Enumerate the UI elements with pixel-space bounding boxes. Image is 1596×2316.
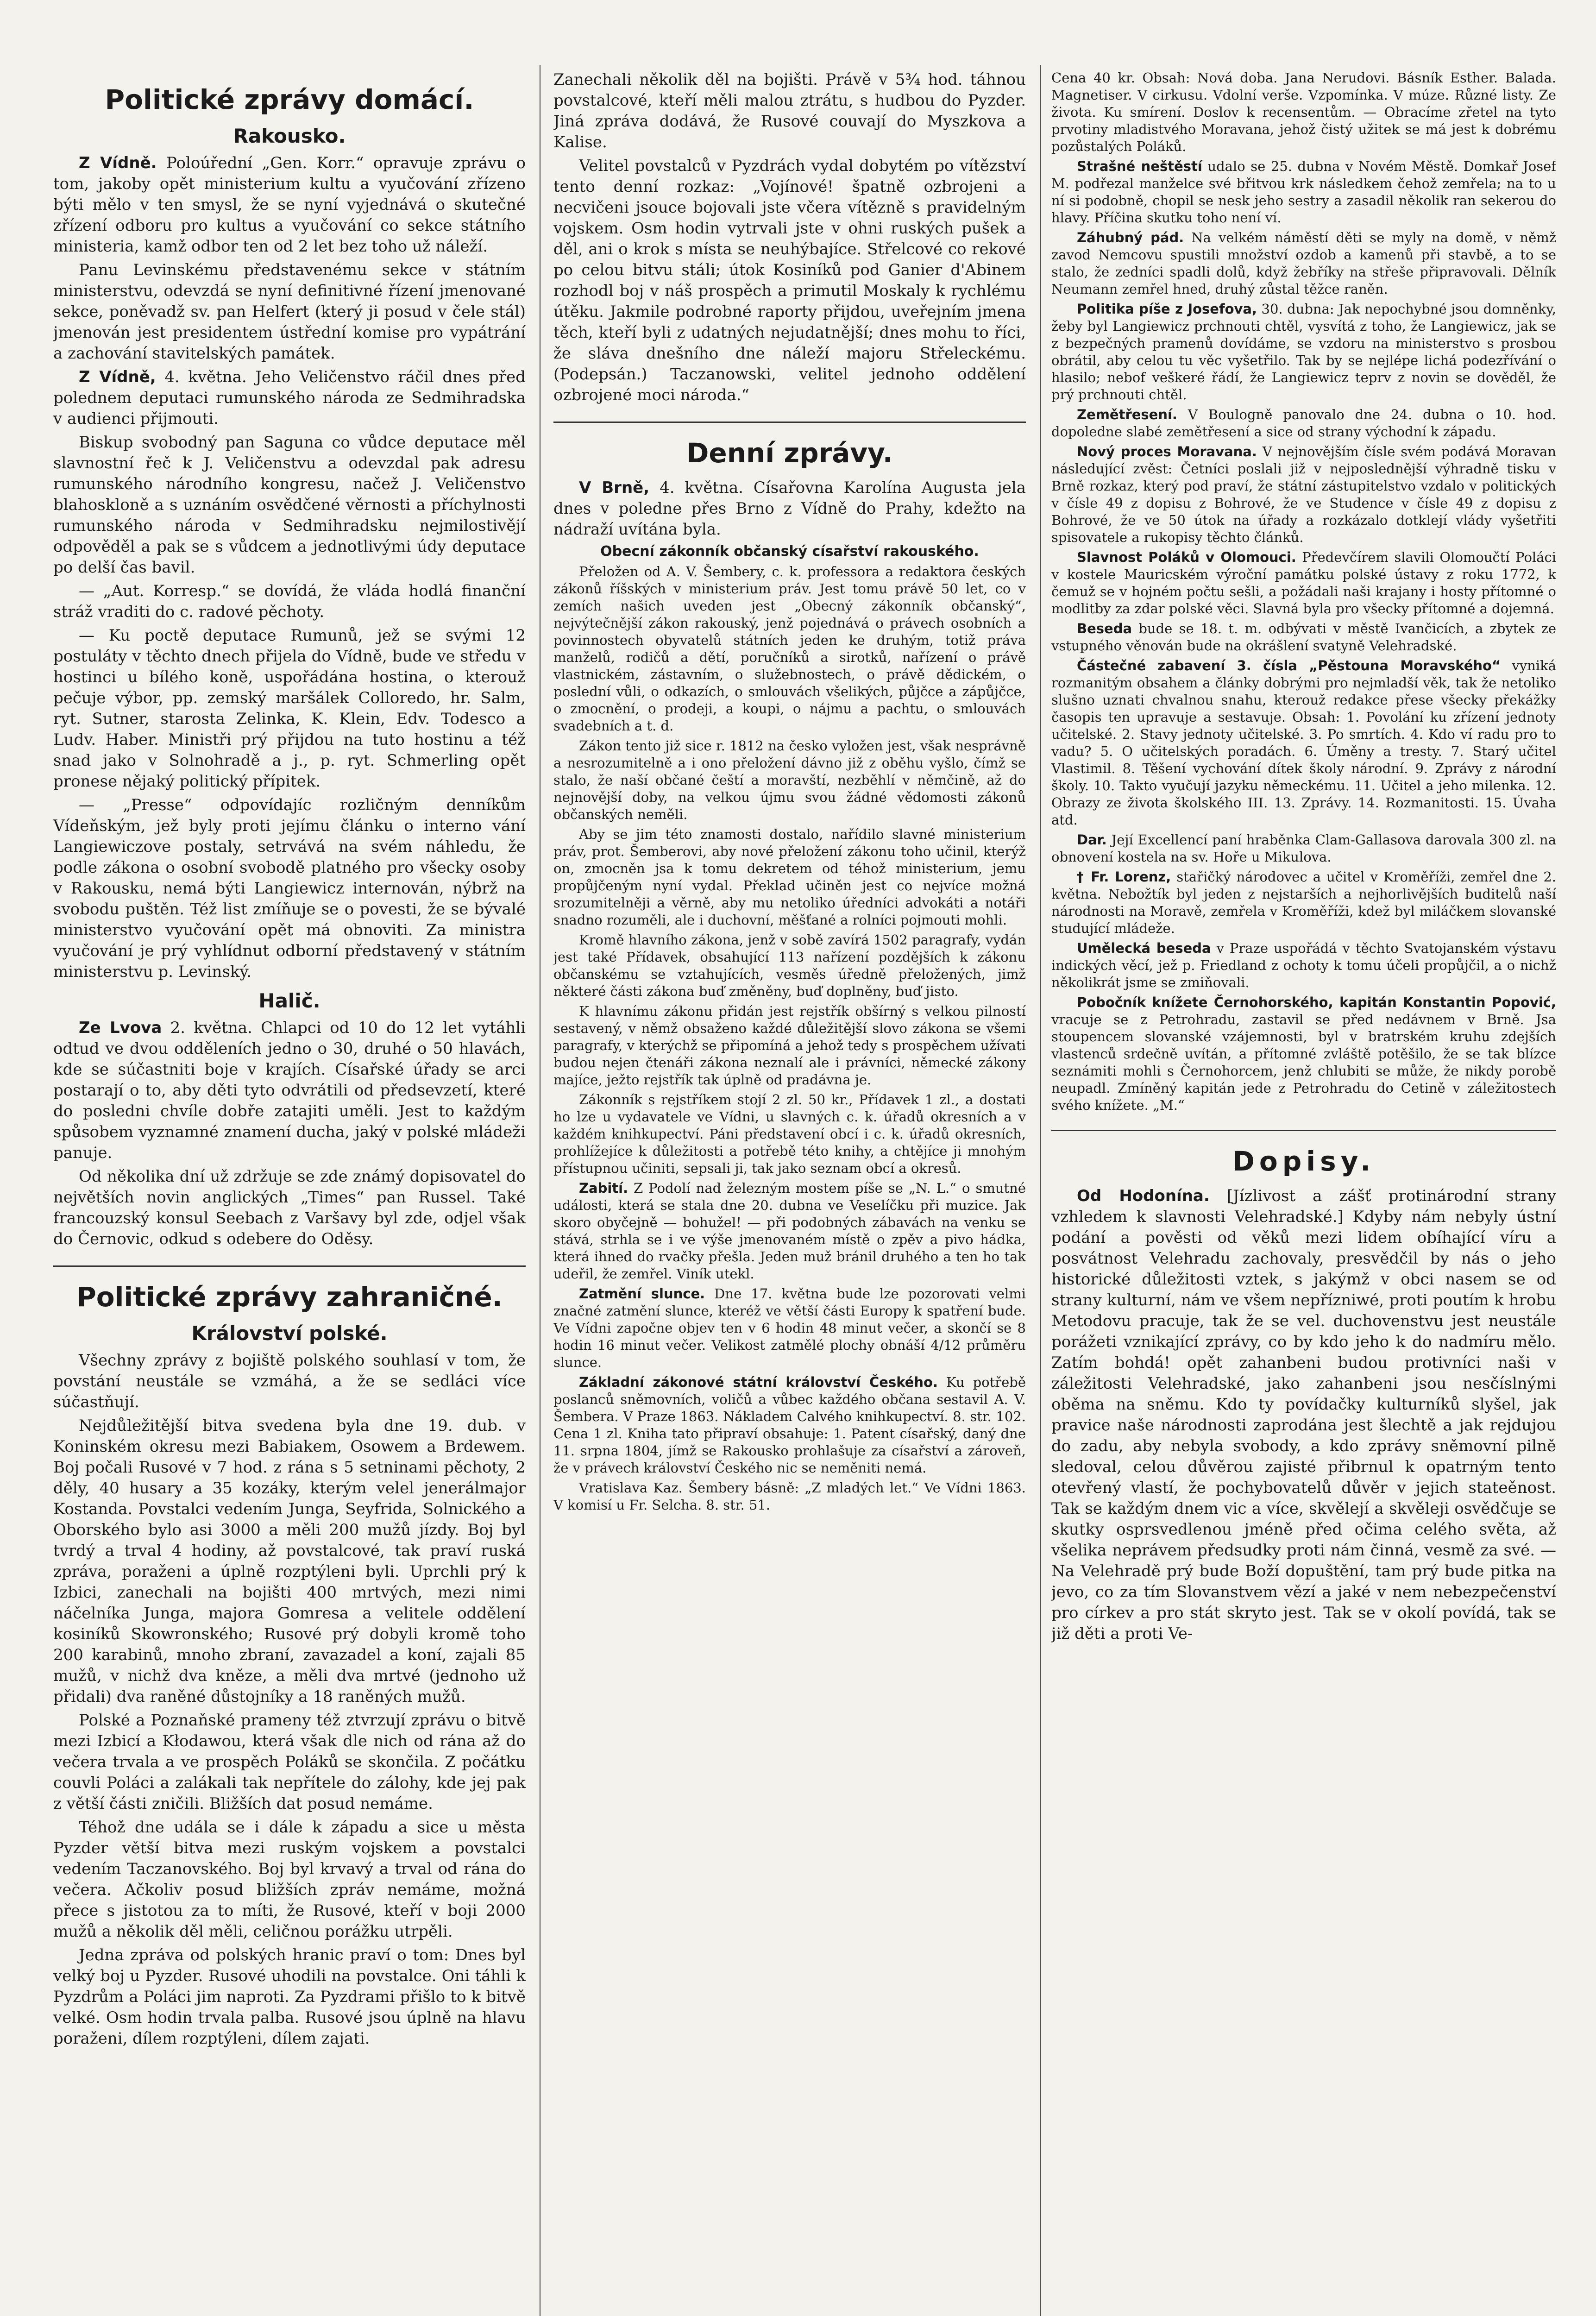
article-text: vyniká rozmanitým obsahem a články dobrými pro nejmladší věk, tak že netoliko slušno uznati chvalnou snahu, kterouž redakce přese všecky překážky časopis ten upravuje a sestavuje. Obsah: 1. Povolání ku zřízení jednoty učitelské. 2. Stavy jednoty učitelské. 3. Po smrtích. 4. Kdo ví radu pro to vadu? 5. O učitelských poradách. 6. Úměny a tresty. 7. Starý učitel Vlastimil. 8. Těšení vychování dítek školy národní. 9. Zprávy z národní školy. 10. Takto vyučují jazyku německému. 11. Učitel a jeho milenka. 12. Obrazy ze života školského III. 13. Zprávy. 14. Rozmanitosti. 15. Úvaha atd.: [1051, 658, 1556, 828]
article-continued: Zanechali několik děl na bojišti. Právě v 5¾ hod. táhnou povstalcové, kteří měli malou ztrátu, s hudbou do Pyzder. Jiná zpráva dodává, že Rusové couvají do Myszkova a Kalise.: [553, 70, 1026, 151]
article-law-5: K hlavnímu zákonu přidán jest rejstřík obšírný s velkou pilností sestavený, v němž obsaženo každé důležitější slovo zákona se všemi paragrafy, v kterýchž se připomíná a jehož tedy s prospěchem užívati budou nejen čtenáři zákona neznalí ale i právníci, německé zákony majíce, ježto rejstřík tak úplně od pradávna je.: [553, 1003, 1026, 1088]
article-korresp: — „Aut. Korresp.“ se dovídá, že vláda hodlá finanční stráž vraditi do c. radové pěchoty.: [53, 582, 526, 621]
article-text: 30. dubna: Jak nepochybné jsou domněnky, žeby byl Langiewicz prchnouti chtěl, vysvítá z toho, že Langiewicz, jak se z bezpečných pramenů dovídáme, se vzdoru na ministerstvo s prosbou obrátil, aby celou tu věc vyšetřilo. Tak by se nejlépe lichá podezřívání o hlasilo; nebof veškeré řádí, že Langiewicz teprv z novin se dověděl, že prý prchnouti chtěl.: [1051, 301, 1556, 403]
article-lead: Politika píše z Josefova,: [1077, 301, 1257, 317]
article-lead: Slavnost Poláků v Olomouci.: [1077, 549, 1296, 565]
article-text: [Jízlivost a zášť protinárodní strany vzhledem k slavnosti Velehradské.] Kdyby nám nebyly ústní podání a pověsti od věků mezi lidem obíhající víru a posvátnost Velehradu zachovaly, presvědčil by nás o jeho historické důležitosti vztek, s jakýmž v obci nasem se od strany kulturní, nám ve všem nepřízniwé, proti poutím k hrobu Metodovu pracuje, tak že se vel. duchovenstvu jest neustále porážeti vznikající zprávy, co by kdo jeho k do nadmíru mělo. Zatím bohdá! opět zahanbeni budou protivníci naši v záležitosti Velehradské, jako zahanbeni jsou nesčíslnými oběma na sněmu. Kdo ty povídačky kulturníků slyšel, jak pravice naše národnosti zaprodána jest šlechtě a jak rejdujou do zadu, aby nebyla svobody, a kdo zprávy sněmovní pilně sledoval, celou důvěrou zajisté přibrnul k opatrným tento otevřený vlastí, že pochybovatelů důvěr v jejich stateěnost. Tak se každým dnem vic a více, skvělejí a skvěleji osvědčuje se skutky osprsvedlenou jméně před očima celého světa, až všelika neprávem předsudky proti nám činná, vesmě za své. — Na Velehradě prý bude Boží dopuštění, tam prý bude pitka na jevo, co za tím Slovanstvem vězí a jaké v nem nebezpečenství pro církev a pro stát skryto jest. Tak se v okolí povídá, tak se již děti a proti Ve-: [1051, 1187, 1556, 1643]
article-levinsky: Panu Levinskému představenému sekce v státním ministerstvu, odevzdá se nyní definitivné řízení jmenované sekce, poněvadž sv. pan Helfert (který ji posud v čele stál) jmenován jest presidentem ústřední komise pro vypátrání a zachování stavitelských památek.: [53, 261, 526, 363]
article-presse: — „Presse“ odpovídajíc rozličným denníkům Vídeňským, jež byly proti jejímu článku o interno vání Langiewiczove postaly, setrvává na svém náhledu, že podle zákona o osobní svobodě platného pro všecky osoby v Rakousku, nemá býti Langiewicz internován, nýbrž na svobodu puštěn. Též list zmíňuje se o povesti, že se bývalé ministerstvo vyučování opět má obnoviti. Za ministra vyučování je prý vyhlídnut odborní představený v státním ministerstvu p. Levinský.: [53, 796, 526, 981]
article-text: 2. května. Chlapci od 10 do 12 let vytáhli odtud ve dvou odděleních jedno o 30, druhé o 50 hlavách, kde se súčastniti boje v krajích. Císařské úřady se arci postarají o to, aby děti tyto odvrátili od předsevzetí, které do posledni chvíle dobře zatajiti uměli. Jest to každým spůsobem vyznamné znamení ducha, jaký v polské mládeži panuje.: [53, 1019, 526, 1162]
article-vienna-2: [53, 367, 526, 429]
foreign-section-heading: Politické zprávy zahraničné.: [76, 1281, 503, 1313]
article-lead: Zabití.: [579, 1180, 628, 1196]
article-law-6: Zákonník s rejstříkem stojí 2 zl. 50 kr., Přídavek 1 zl., a dostati ho lze u vydavatele ve Vídni, u slavných c. k. úřadů okresních a v každém knihkupectví. Páni představení obcí i c. k. úřadů okresních, prohlížejíce k důležitosti a potřebě této knihy, a chtějíce ji mnohým přístupnou učiniti, sepsali ji, tak jako seznam obcí a okresů.: [553, 1092, 1026, 1176]
article-law-2: Zákon tento již sice r. 1812 na česko vyložen jest, však nesprávně a nesrozumitelně a i ono přeložení dávno již z oběhu vyšlo, čímž se stalo, že naší občané čeští a moravští, nezběhlí v němčině, až do nejnovější doby, na velkou újmu svou žádné vědomosti zákonů občanských neměli.: [553, 738, 1026, 822]
column-rule: [1040, 65, 1041, 2316]
article-lvov: [53, 1018, 526, 1164]
article-battle: Nejdůležitější bitva svedena byla dne 19. dub. v Koninském okresu mezi Babiakem, Osowem a Brdewem. Boj počali Rusové v 7 hod. z rána s 5 setninami pěchoty, 2 děly, 40 husary a 35 kozáky, kterým velel jenerálmajor Kostanda. Povstalci vedením Junga, Seyfrida, Solnického a Oborského bylo asi 3000 a měli 200 mužů jízdy. Boj byl tvrdý a trval 4 hodiny, až povstalcové, tak praví ruská zpráva, poraženi a úplně rozptýleni byli. Uprchli prý k Izbici, zanechali na bojišti 400 mrtvých, mezi nimi náčelníka Junga, majora Gomresa a velitele oddělení kosiníků Skowronského; Rusové prý dobyli kromě toho 200 karabinů, mnoho zbraní, zavazadel a koní, zajali 85 mužů, v nichž dva kněze, a měli dva mrtvé (jednoho už přidali) dva raněné důstojníky a 18 raněných mužů.: [53, 1416, 526, 1706]
article-ordinance: [553, 1374, 1026, 1477]
article-vratislav: Vratislava Kaz. Šembery básně: „Z mladých let.“ Ve Vídni 1863. V komisí u Fr. Selcha. 8. str. 51.: [553, 1480, 1026, 1513]
article-lead: Záhubný pád.: [1077, 230, 1184, 245]
article-text: vracuje se z Petrohradu, zastavil se před nedávnem v Brně. Jsa stoupencem slovanské vzájemnosti, byl v bratrském kruhu zdejších vlastenců srdečně uvítán, a přítomné zvláště potěšilo, že se tak blízce seznámiti mohli s Černohorcem, jenž chlubiti se může, že nikdy porobě neupadl. Zmíněný kapitán jede z Petrohradu do Cetině v záležitostech svého knížete. „M.“: [1051, 1012, 1556, 1113]
article-zabiti: [553, 1180, 1026, 1283]
galicia-subheading: Halič.: [258, 989, 320, 1012]
article-beseda: [1051, 620, 1556, 655]
article-lead: Nový proces Moravana.: [1077, 444, 1257, 459]
article-poznan: Polské a Poznaňské prameny též ztvrzují zprávu o bitvě mezi Izbicí a Kłodawou, která však dle nich od rána až do večera trvala a ve prospěch Poláků se skončila. Z počátku couvli Poláci a zalákali tak nepřítele do zálohy, kde jej pak z větší části zničili. Bližších dat posud nemáme.: [53, 1711, 526, 1813]
article-eclipse: [553, 1285, 1026, 1371]
article-lead: Základní zákonové státní království Českého.: [579, 1374, 938, 1390]
article-text: 4. května. Císařovna Karolína Augusta jela dnes v poledne přes Brno z Vídně do Prahy, kdežto na nádraží uvítána byla.: [553, 478, 1026, 539]
article-lead: Pobočník knížete Černohorského, kapitán Konstantin Popović,: [1077, 994, 1556, 1010]
article-lead: Umělecká beseda: [1077, 940, 1211, 956]
article-times: Od několika dní už zdržuje se zde známý dopisovatel do největších novin anglických „Times“ pan Russel. Také francouzský konsul Seebach z Varšavy byl zde, odjel však do Černovic, odkud s odebere do Oděsy.: [53, 1167, 526, 1248]
article-olomouc: [1051, 549, 1556, 617]
poland-subheading: Království polské.: [191, 1322, 388, 1345]
column-3: [1051, 69, 1556, 2316]
article-text: Z Podolí nad železným mostem píše se „N. L.“ o smutné události, která se stala dne 20. dubna ve Veselíčku při muzice. Jak skoro obyčejně — bohužel! — při podobných zábavách na venku se stává, strhla se i ve výše jmenovaném místě o zpěv a pivo hádka, která ihned do rvačky přešla. Jeden muž bránil druhého a ten ho tak udeřil, že zemřel. Viník utekl.: [553, 1180, 1026, 1282]
article-pyzdry: Téhož dne udála se i dále k západu a sice u města Pyzder větší bitva mezi ruským vojskem a povstalci vedením Taczanovského. Boj byl krvavý a trval od rána do večera. Ačkoliv posud bližších zpráv nemáme, možná přece s jistotou za to míti, že Rusové, kteří v boji 2000 mužů a několik děl měli, celičnou porážku utrpěli.: [53, 1818, 526, 1941]
law-book-title: Obecní zákonník občanský císařství rakouského.: [600, 543, 979, 560]
dateline: V Brně,: [579, 478, 650, 497]
article-text: stařičký národovec a učitel v Kroměříži, zemřel dne 2. května. Nebožtík byl jeden z nejstarších a nejhorlivějších buditelů naší národnosti na Moravě, zemřela v Kroměříži, kdež byl miláčkem slovanské studující mládeže.: [1051, 869, 1556, 936]
article-earthquake: [1051, 406, 1556, 441]
article-umelecka: [1051, 940, 1556, 991]
article-text: V Boulogně panovalo dne 24. dubna o 10. hod. dopoledne slabé zemětřesení a sice od strany východní k západu.: [1051, 407, 1556, 440]
dateline: Z Vídně,: [79, 368, 156, 386]
article-vienna-1: [53, 153, 526, 257]
article-text: Na velkém náměstí děti se myly na domě, v němž zavod Nemcovu spustili množství ozdob a kamenů při stavbě, a to se stalo, že zedníci spadli dolů, když žebříky na střeše připravovali. Dělník Neumann zemřel hned, druhý zůstal těžce raněn.: [1051, 230, 1556, 297]
article-lead: Zatmění slunce.: [579, 1286, 705, 1302]
article-law-4: Kromě hlavního zákona, jenž v sobě zavírá 1502 paragrafy, vydán jest také Přídavek, obsahující 113 nařízení pozdějších k zákonu občanskému se vztahujících, vesměs úředně přeložených, jimž některé části zákona buď změněny, buď doplněny, buď jisto.: [553, 932, 1026, 999]
article-lead: Zemětřesení.: [1077, 407, 1177, 422]
article-continued: Cena 40 kr. Obsah: Nová doba. Jana Nerudovi. Básník Esther. Balada. Magnetiser. V cirkusu. Vdolní verše. Vzpomínka. V múze. Různé listy. Ze života. Ku smírení. Doslov k recensentům. — Obracíme zřetel na tyto prvotiny mladistvého Moravana, jehož čistý užitek se má jest k dobrému pozůstalých Poláků.: [1051, 70, 1556, 154]
article-saguna: Biskup svobodný pan Saguna co vůdce deputace měl slavnostní řeč k J. Veličenstvu a odevzdal pak adresu rumunského národního kongresu, načež J. Veličenstvo blahoskloně a s uznáním osvědčené věrnosti a příchylnosti rumunského národa v Sedmihradsku nejmilostivějí odpověděl a pak se s vůdcem a jednotlivými údy deputace po delší čas bavil.: [53, 433, 526, 577]
article-lead: † Fr. Lorenz,: [1077, 869, 1171, 885]
article-zahubny: [1051, 229, 1556, 298]
article-lorenz: [1051, 868, 1556, 937]
article-text: Předevčírem slavili Olomoučtí Poláci v kostele Mauricském výroční památku polské ústavy z roku 1772, k čemuž se v hojném počtu sešli, a požádali naši krajany i hosty přítomné o modlitby za zdar polské věci. Slavná byla pro všecky přítomné a dojemná.: [1051, 549, 1556, 617]
column-1: [53, 69, 526, 2316]
letters-heading: Dopisy.: [1232, 1145, 1376, 1177]
article-text: V nejnovějším čísle svém podává Moravan následující zvěst: Četníci poslali již v nejposlednější výhradně tisku v Brně rozkaz, který pod praví, že státní zástupitelstvo vzdalo v politických v čísle 49 z dopisu z Bohrové, že ve Studence v čísle 49 z dopisu z Bohrové, že ve 50 útok na úřady a rozkázalo dotklejí vlády vyšetřiti spisovatele a rukopisy těchto článků.: [1051, 444, 1556, 545]
article-lead: Dar.: [1077, 832, 1107, 848]
article-text: bude se 18. t. m. odbývati v městě Ivančicích, a zbytek ze vstupného věnován bude na okrášlení svatyně Velehradské.: [1051, 621, 1556, 654]
article-brno: [553, 478, 1026, 540]
article-text: Poloúřední „Gen. Korr.“ opravuje zprávu o tom, jakoby opět ministerium kultu a vyučování zřízeno býti mělo v ten smysl, že se nyní vyjednává o skutečné zřízení odboru pro kultus a vyučování co sekce státního ministeria, kamž odbor ten od 2 let bez toho už náleží.: [53, 154, 526, 256]
article-pyzdry-2: Jedna zpráva od polských hranic praví o tom: Dnes byl velký boj u Pyzder. Rusové uhodili na povstalce. Oni táhli k Pyzdrům a Poláci jim naproti. Za Pyzdrami přišlo to k bitvě velké. Osm hodin trvala palba. Rusové jsou úplně na hlavu poraženi, dílem rozptýleni, dílem zajati.: [53, 1946, 526, 2048]
article-hodonin: [1051, 1186, 1556, 1644]
section-divider: [553, 422, 1026, 423]
article-text: Dne 17. května bude lze pozorovati velmi značné zatmění slunce, kteréž ve větší části Europy k spatření bude. Ve Vídni započne objev ten v 6 hodin 48 minut večer, a skončí se 8 hodin 16 minut večer. Velikost zatmělé plochy obnáší 4/12 průměru slunce.: [553, 1286, 1026, 1370]
dateline: Z Vídně.: [79, 154, 157, 172]
dateline: Ze Lvova: [79, 1019, 162, 1037]
article-lead: Beseda: [1077, 621, 1132, 636]
column-2: [553, 69, 1026, 2316]
article-lead: Strašné neštěstí: [1077, 158, 1202, 174]
article-text: v Praze uspořádá v těchto Svatojanském výstavu indických věcí, jež p. Friedland z ochoty k tomu účeli propůjčil, a o nichž několikrát jsme se zmiňovali.: [1051, 940, 1556, 990]
article-taczanowski: Velitel povstalců v Pyzdrách vydal dobytém po vítězství tento denní rozkaz: „Vojínové! špatně ozbrojeni a necvičeni jsouce bojovali jste včera vítězně s pravidelným vojskem. Osm hodin vytrvali jste v ohni ruských pušek a děl, ani o krok s místa se neuhýbajíce. Střelcové co rekové po celou bitvu stáli; útok Kosiníků pod Ganier d'Abinem rozhodl boj v náš prospěch a primutil Moskaly k rychlému útěku. Jakmile podrobné raporty přijdou, uveřejním jmena těch, kteří byli z udatných nejudatnější; dnes mohu to říci, že sláva dnešního dne náleží majoru Střeleckému. (Podepsán.) Taczanowski, velitel jednoho oddělení ozbrojené moci národa.“: [553, 157, 1026, 404]
section-divider: [1051, 1130, 1556, 1131]
article-popovic: [1051, 994, 1556, 1114]
article-text: Její Excellencí paní hraběnka Clam-Gallasova darovala 300 zl. na obnovení kostela na sv. Hoře u Mikulova.: [1051, 832, 1556, 865]
article-text: udalo se 25. dubna v Novém Městě. Domkař Josef M. podřezal manželce své břitvou krk následkem čehož zemřela; na to u ní si podobně, chopil se nesk jeho sestry a zasadil několik ran sekerou do hlavy. Příčina skutku toho není ví.: [1051, 158, 1556, 226]
article-proces: [1051, 443, 1556, 546]
article-law: Přeložen od A. V. Šembery, c. k. professora a redaktora českých zákonů říšských v ministerium práv. Jest tomu právě 50 let, co v zemích našich uveden jest „Obecný zákonník občanský“, nejvýtečnější zákon rakouský, jenž pojednává o právech osobních a povinnostech obyvatelů státních jeden ke druhým, totiž práva manželů, rodičů a dětí, poručníků a sirotků, nařízení o právě vlastnickém, zástavním, o služebnostech, o právě dědickém, o poslední vůli, o odkazích, o smlouvách všelikých, půjčce a zápůjčce, o zmocnění, o prodeji, a koupi, o nájmu a pachtu, o smlouvách svadebních a t. d.: [553, 564, 1026, 734]
article-lead: Částečné zabavení 3. čísla „Pěstouna Moravského“: [1077, 658, 1501, 673]
article-castecne: [1051, 657, 1556, 829]
domestic-section-heading: Politické zprávy domácí.: [105, 84, 474, 115]
article-text: Ku potřebě poslanců sněmovních, voličů a vůbec každého občana sestavil A. V. Šembera. V Praze 1863. Nákladem Calvého knihkupectví. 8. str. 102. Cena 1 zl. Kniha tato připraví obsahuje: 1. Patent císařský, daný dne 11. srpna 1804, jímž se Rakousko prohlašuje za císařství a zároveň, že v právech království Českého nic se neměniti nemá.: [553, 1374, 1026, 1476]
article-nestesti: [1051, 158, 1556, 227]
article-jozefova: [1051, 301, 1556, 403]
article-dar: [1051, 831, 1556, 866]
article-text: 4. května. Jeho Veličenstvo ráčil dnes před polednem deputaci rumunského národa ze Sedmihradska v audienci přijmouti.: [53, 368, 526, 428]
daily-news-heading: Denní zprávy.: [686, 437, 893, 469]
article-law-3: Aby se jim této znamosti dostalo, nařídilo slavné ministerium práv, prot. Šemberovi, aby nové přeložení zákonu toho učinil, kterýž on, zmocněn jsa k tomu dekretem od téhož ministerium, jemu propůjčeným nyní vydal. Překlad učiněn jest co nejvíce možná srozumitelněji a věrně, aby mu netoliko úředníci advokáti a notáři snadno rozuměli, ale i duchovní, měšťané a rolníci pojmouti mohli.: [553, 826, 1026, 928]
dateline: Od Hodonína.: [1077, 1187, 1210, 1205]
article-rumun: — Ku poctě deputace Rumunů, jež se svými 12 postuláty v těchto dnech přijela do Vídně, bude ve středu v hostinci u bílého koně, uspořádána hostina, o kterouž pečuje výbor, pp. zemský maršálek Colloredo, hr. Salm, ryt. Sutner, starosta Zelinka, K. Klein, Edv. Todesco a Ludv. Haber. Ministři prý přijdou na tuto hostinu a též snad jako v Solnohradě a j., p. ryt. Schmerling opět pronese nějaký politický přípitek.: [53, 626, 526, 791]
austria-subheading: Rakousko.: [233, 125, 346, 147]
article-poland-intro: Všechny zprávy z bojiště polského souhlasí v tom, že povstání neustále se vzmáhá, a že se sedláci více súčastňují.: [53, 1351, 526, 1411]
section-divider: [53, 1265, 526, 1267]
